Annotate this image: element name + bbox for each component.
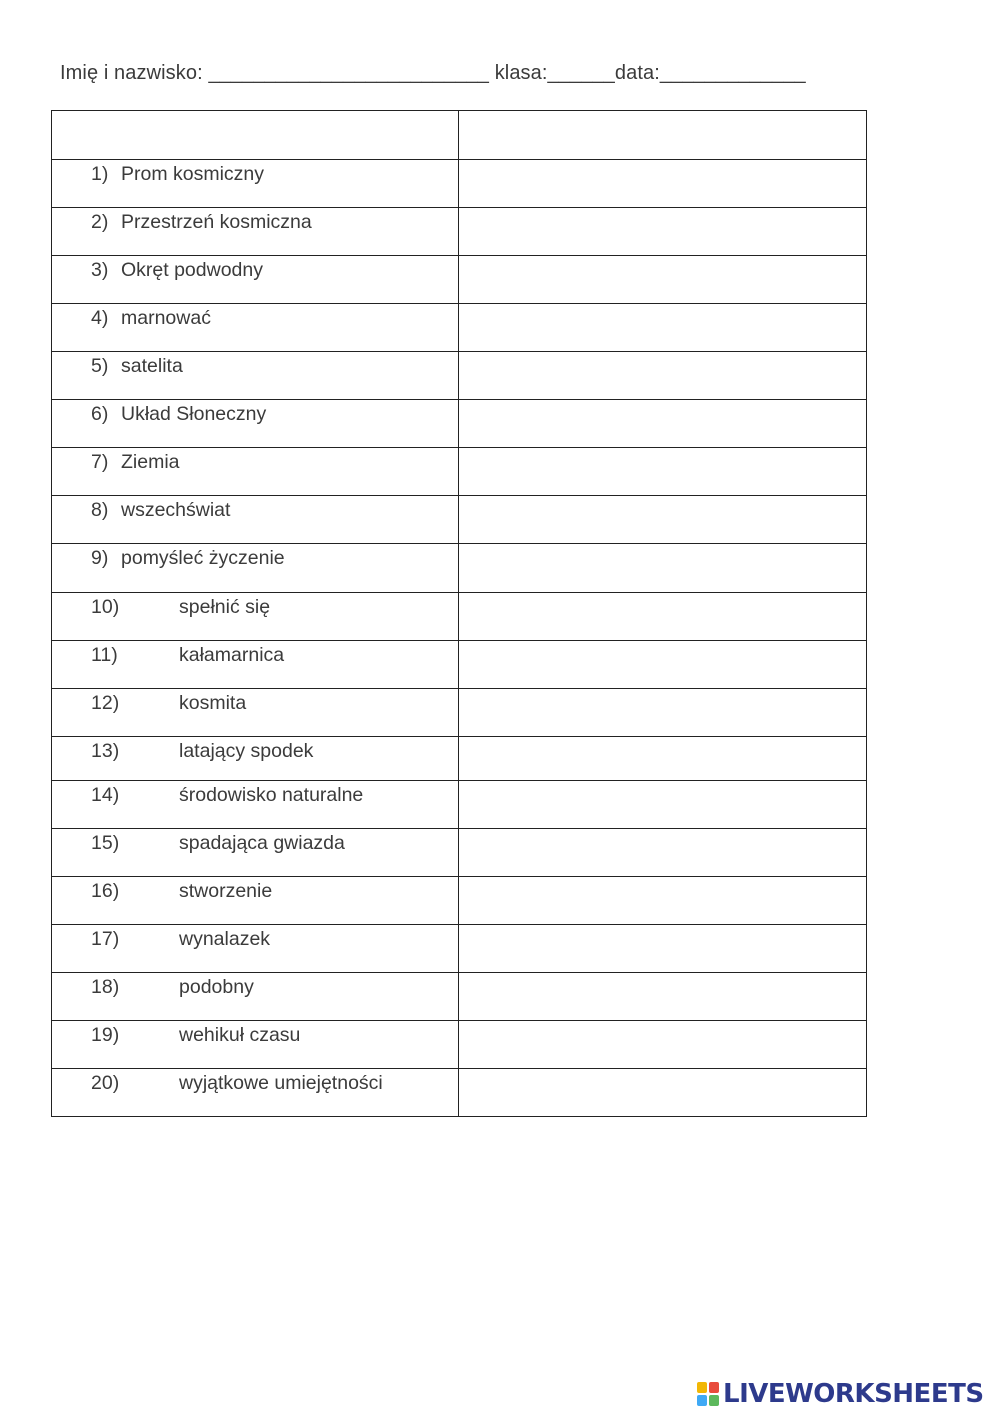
vocab-term: Układ Słoneczny [121, 403, 267, 425]
table-row [52, 829, 867, 877]
term-cell [52, 448, 459, 496]
term-cell [52, 925, 459, 973]
class-blank[interactable]: ______ [547, 62, 615, 84]
table-row [52, 256, 867, 304]
vocab-term: stworzenie [179, 880, 273, 902]
row-number: 12) [91, 692, 120, 714]
row-number: 16) [91, 880, 120, 902]
name-blank[interactable]: _________________________ [208, 62, 490, 84]
term-cell [52, 877, 459, 925]
term-cell [52, 352, 459, 400]
vocab-term: kosmita [179, 692, 247, 714]
term-cell [52, 496, 459, 544]
table-row [52, 496, 867, 544]
answer-cell[interactable] [459, 400, 867, 448]
answer-cell[interactable] [459, 160, 867, 208]
table-row [52, 448, 867, 496]
logo-text: LIVEWORKSHEETS [723, 1379, 984, 1409]
table-row [52, 1021, 867, 1069]
name-label: Imię i nazwisko: [60, 62, 203, 84]
term-cell [52, 641, 459, 689]
row-number: 10) [91, 596, 120, 618]
term-cell [52, 208, 459, 256]
table-row [52, 973, 867, 1021]
vocab-term: pomyśleć życzenie [121, 547, 285, 569]
vocab-term: wynalazek [179, 928, 271, 950]
answer-cell[interactable] [459, 925, 867, 973]
vocabulary-table [51, 110, 867, 1117]
vocab-term: spadająca gwiazda [179, 832, 345, 854]
answer-cell[interactable] [459, 496, 867, 544]
answer-cell[interactable] [459, 829, 867, 877]
term-cell [52, 593, 459, 641]
worksheet-header [60, 62, 806, 85]
table-row [52, 593, 867, 641]
row-number: 20) [91, 1072, 120, 1094]
term-cell [52, 829, 459, 877]
answer-cell[interactable] [459, 781, 867, 829]
term-cell [52, 973, 459, 1021]
term-cell [52, 1021, 459, 1069]
answer-cell[interactable] [459, 737, 867, 781]
vocab-term: kałamarnica [179, 644, 285, 666]
row-number: 3) [91, 259, 109, 281]
table-header-row [52, 111, 867, 160]
vocab-term: wszechświat [121, 499, 231, 521]
answer-cell[interactable] [459, 208, 867, 256]
date-label: data: [614, 62, 660, 84]
row-number: 7) [91, 451, 109, 473]
term-cell [52, 400, 459, 448]
term-cell [52, 544, 459, 593]
answer-cell[interactable] [459, 448, 867, 496]
vocab-term: latający spodek [179, 740, 314, 762]
term-cell [52, 781, 459, 829]
date-blank[interactable]: _____________ [659, 62, 806, 84]
answer-cell[interactable] [459, 877, 867, 925]
row-number: 11) [91, 644, 118, 666]
class-label: klasa: [494, 62, 548, 84]
answer-cell[interactable] [459, 973, 867, 1021]
vocab-term: wyjątkowe umiejętności [179, 1072, 383, 1094]
answer-cell[interactable] [459, 689, 867, 737]
term-cell [52, 304, 459, 352]
header-cell-term [52, 111, 459, 160]
term-cell [52, 737, 459, 781]
row-number: 13) [91, 740, 120, 762]
vocab-term: środowisko naturalne [179, 784, 364, 806]
row-number: 19) [91, 1024, 120, 1046]
vocab-term: Prom kosmiczny [121, 163, 265, 185]
table-row [52, 781, 867, 829]
table-row [52, 304, 867, 352]
liveworksheets-logo [697, 1380, 984, 1408]
answer-cell[interactable] [459, 641, 867, 689]
row-number: 8) [91, 499, 109, 521]
answer-cell[interactable] [459, 544, 867, 593]
answer-cell[interactable] [459, 352, 867, 400]
vocab-term: marnować [121, 307, 211, 329]
header-cell-answer [459, 111, 867, 160]
row-number: 2) [91, 211, 109, 233]
vocab-term: wehikuł czasu [179, 1024, 301, 1046]
answer-cell[interactable] [459, 256, 867, 304]
vocab-term: podobny [179, 976, 254, 998]
vocab-term: Ziemia [121, 451, 180, 473]
term-cell [52, 256, 459, 304]
vocab-term: Przestrzeń kosmiczna [121, 211, 312, 233]
vocab-term: spełnić się [179, 596, 271, 618]
answer-cell[interactable] [459, 1021, 867, 1069]
row-number: 15) [91, 832, 120, 854]
table-row [52, 544, 867, 593]
liveworksheets-logo-icon [697, 1382, 719, 1406]
row-number: 9) [91, 547, 109, 569]
answer-cell[interactable] [459, 593, 867, 641]
table-row [52, 641, 867, 689]
table-row [52, 208, 867, 256]
row-number: 18) [91, 976, 120, 998]
row-number: 17) [91, 928, 120, 950]
term-cell [52, 160, 459, 208]
vocab-term: satelita [121, 355, 183, 377]
table-row [52, 1069, 867, 1117]
row-number: 14) [91, 784, 120, 806]
table-row [52, 352, 867, 400]
table-row [52, 877, 867, 925]
table-row [52, 689, 867, 737]
row-number: 1) [91, 163, 109, 185]
term-cell [52, 689, 459, 737]
row-number: 5) [91, 355, 109, 377]
row-number: 6) [91, 403, 109, 425]
answer-cell[interactable] [459, 1069, 867, 1117]
vocab-term: Okręt podwodny [121, 259, 263, 281]
table-row [52, 160, 867, 208]
table-row [52, 400, 867, 448]
table-row [52, 737, 867, 781]
term-cell [52, 1069, 459, 1117]
answer-cell[interactable] [459, 304, 867, 352]
table-row [52, 925, 867, 973]
row-number: 4) [91, 307, 109, 329]
